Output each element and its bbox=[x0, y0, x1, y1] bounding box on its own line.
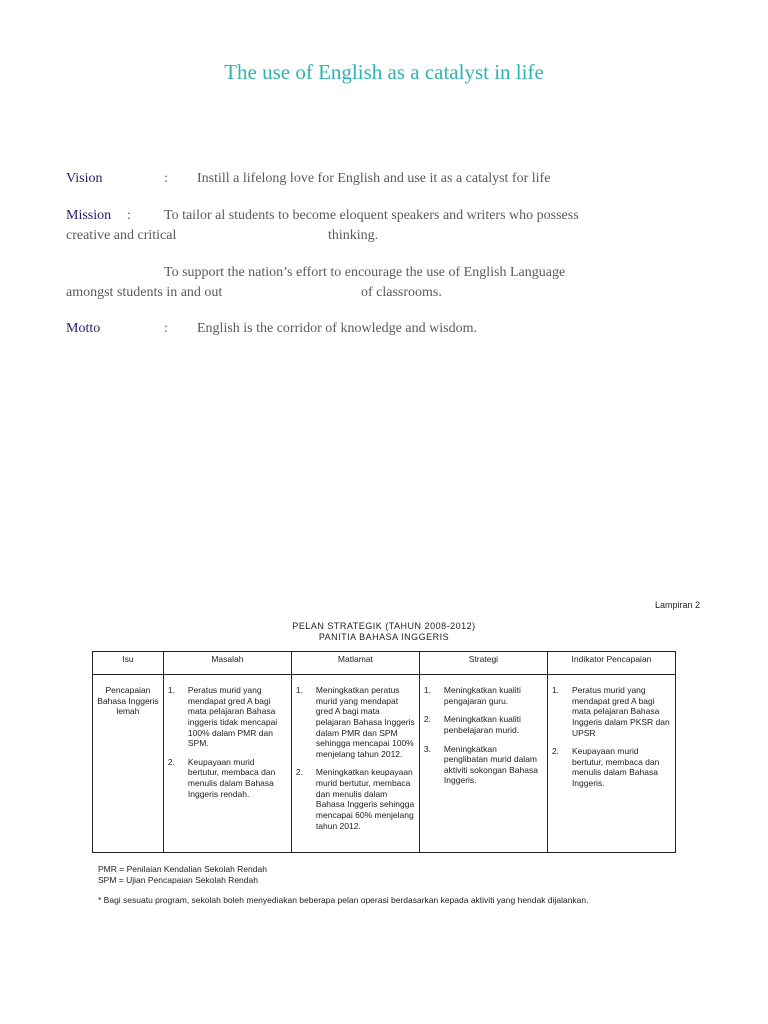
item-text: Peratus murid yang mendapat gred A bagi mata pelajaran Bahasa Inggeris dalam PKSR dan UPSR bbox=[571, 685, 670, 738]
item-text: Meningkatkan keupayaan murid bertutur, membaca dan menulis dalam Bahasa Inggeris sehingga mencapai 60% menjelang tahun 2012. bbox=[315, 767, 415, 831]
item-text: Keupayaan murid bertutur, membaca dan menulis dalam Bahasa Inggeris. bbox=[571, 746, 660, 788]
list-item bbox=[424, 685, 543, 706]
list-item bbox=[552, 746, 671, 789]
cell-matlamat bbox=[291, 675, 419, 853]
table-row bbox=[93, 675, 676, 853]
list-item bbox=[168, 685, 287, 749]
item-number: 2. bbox=[551, 746, 560, 757]
mission-line-3: To support the nation’s effort to encourage the use of English Language bbox=[164, 265, 566, 280]
plan-title: PELAN STRATEGIK (TAHUN 2008-2012) bbox=[292, 621, 476, 631]
note-spm: SPM = Ujian Pencapaian Sekolah Rendah bbox=[98, 875, 258, 885]
mission-line-4b: of classrooms. bbox=[361, 285, 442, 300]
header-indikator: Indikator Pencapaian bbox=[547, 652, 675, 675]
item-text: Meningkatkan peratus murid yang mendapat gred A bagi mata pelajaran Bahasa Inggeris dalam PMR dan SPM sehingga mencapai 100% menjelang tahun 2012. bbox=[315, 685, 415, 759]
list-item bbox=[424, 744, 543, 787]
list-item bbox=[296, 767, 415, 831]
vision-text: Instill a lifelong love for English and use it as a catalyst for life bbox=[197, 171, 551, 186]
item-number: 2. bbox=[167, 756, 175, 767]
vision-colon: : bbox=[164, 171, 168, 186]
item-number: 1. bbox=[551, 685, 560, 695]
motto-colon: : bbox=[164, 321, 168, 336]
note-pmr: PMR = Penilaian Kendalian Sekolah Rendah bbox=[98, 864, 267, 874]
header-matlamat: Matlamat bbox=[291, 652, 419, 675]
mission-line-2a: creative and critical bbox=[66, 228, 177, 243]
motto-text: English is the corridor of knowledge and wisdom. bbox=[197, 321, 477, 336]
header-masalah: Masalah bbox=[163, 652, 291, 675]
header-isu: Isu bbox=[93, 652, 164, 675]
header-strategi: Strategi bbox=[419, 652, 547, 675]
mission-label: Mission bbox=[66, 208, 112, 223]
item-number: 1. bbox=[295, 685, 303, 695]
motto-label: Motto bbox=[66, 321, 101, 336]
vision-label: Vision bbox=[66, 171, 103, 186]
mission-line-4a: amongst students in and out bbox=[66, 285, 223, 300]
mission-line-2b: thinking. bbox=[328, 228, 379, 243]
item-number: 3. bbox=[423, 743, 432, 754]
item-text: Meningkatkan kualiti penbelajaran murid. bbox=[443, 714, 521, 735]
list-item bbox=[424, 714, 543, 735]
item-number: 2. bbox=[295, 767, 303, 778]
footnote: * Bagi sesuatu program, sekolah boleh menyediakan beberapa pelan operasi berdasarkan kepada aktiviti yang hendak dijalankan. bbox=[98, 895, 589, 905]
plan-subtitle: PANITIA BAHASA INGGERIS bbox=[318, 632, 450, 642]
list-item bbox=[552, 685, 671, 738]
page-title: The use of English as a catalyst in life bbox=[224, 60, 544, 84]
cell-indikator bbox=[547, 675, 675, 853]
strategic-plan-table bbox=[92, 651, 676, 853]
cell-isu: Pencapaian Bahasa Inggeris lemah bbox=[93, 675, 164, 853]
cell-strategi bbox=[419, 675, 547, 853]
item-text: Meningkatkan kualiti pengajaran guru. bbox=[443, 685, 521, 706]
item-number: 1. bbox=[423, 685, 432, 695]
list-item bbox=[168, 757, 287, 800]
list-item bbox=[296, 685, 415, 759]
table-header-row bbox=[93, 652, 676, 675]
mission-colon: : bbox=[127, 208, 131, 223]
cell-masalah bbox=[163, 675, 291, 853]
item-text: Keupayaan murid bertutur, membaca dan menulis dalam Bahasa Inggeris rendah. bbox=[187, 756, 276, 799]
item-number: 1. bbox=[167, 685, 175, 695]
item-number: 2. bbox=[423, 714, 432, 725]
mission-line-1: To tailor al students to become eloquent speakers and writers who possess bbox=[164, 208, 579, 223]
item-text: Peratus murid yang mendapat gred A bagi mata pelajaran Bahasa inggeris tidak mencapai 100% dalam PMR dan SPM. bbox=[187, 685, 278, 749]
item-text: Meningkatkan penglibatan murid dalam aktiviti sokongan Bahasa Inggeris. bbox=[443, 743, 538, 786]
lampiran-label: Lampiran 2 bbox=[655, 600, 701, 610]
